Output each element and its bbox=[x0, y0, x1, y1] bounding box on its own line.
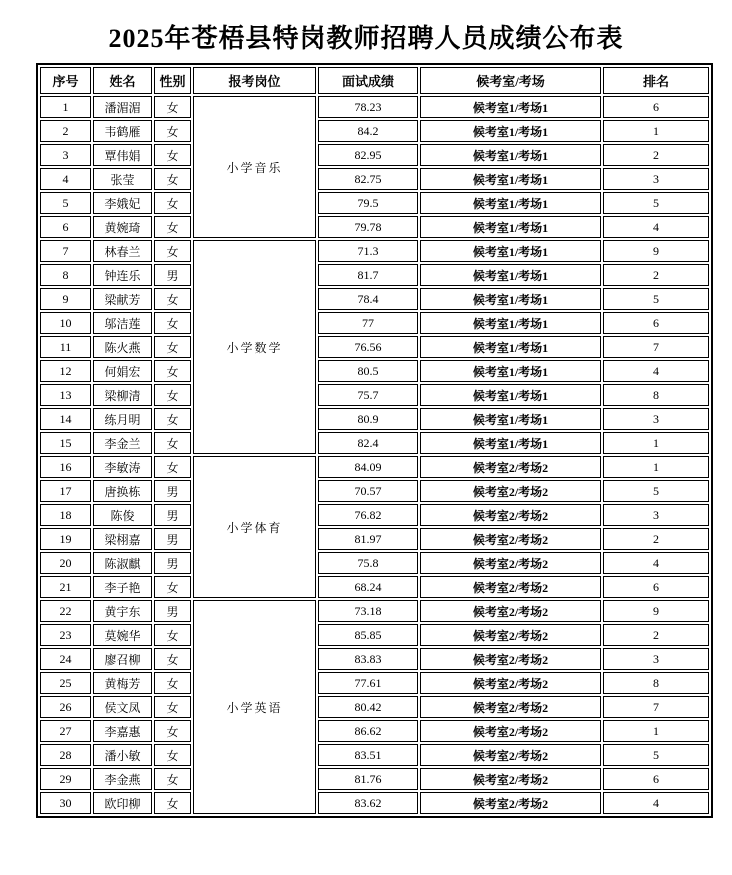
cell-gender: 女 bbox=[154, 312, 191, 334]
cell-no: 24 bbox=[40, 648, 91, 670]
cell-score: 86.62 bbox=[318, 720, 418, 742]
cell-rank: 3 bbox=[603, 504, 709, 526]
cell-rank: 9 bbox=[603, 600, 709, 622]
cell-rank: 4 bbox=[603, 216, 709, 238]
cell-gender: 女 bbox=[154, 456, 191, 478]
cell-no: 8 bbox=[40, 264, 91, 286]
cell-gender: 女 bbox=[154, 384, 191, 406]
cell-gender: 女 bbox=[154, 744, 191, 766]
col-header-gender: 性别 bbox=[154, 67, 191, 94]
cell-gender: 男 bbox=[154, 528, 191, 550]
cell-rank: 3 bbox=[603, 408, 709, 430]
cell-name: 陈淑麒 bbox=[93, 552, 152, 574]
cell-gender: 女 bbox=[154, 792, 191, 814]
table-row bbox=[40, 408, 709, 430]
cell-room: 候考室2/考场2 bbox=[420, 672, 601, 694]
table-row bbox=[40, 624, 709, 646]
cell-score: 80.5 bbox=[318, 360, 418, 382]
table-row bbox=[40, 672, 709, 694]
cell-no: 28 bbox=[40, 744, 91, 766]
cell-position: 小学数学 bbox=[193, 240, 316, 454]
col-header-no: 序号 bbox=[40, 67, 91, 94]
cell-room: 候考室2/考场2 bbox=[420, 600, 601, 622]
cell-rank: 5 bbox=[603, 288, 709, 310]
cell-score: 79.5 bbox=[318, 192, 418, 214]
cell-score: 82.4 bbox=[318, 432, 418, 454]
cell-rank: 3 bbox=[603, 168, 709, 190]
table-row bbox=[40, 576, 709, 598]
cell-room: 候考室2/考场2 bbox=[420, 504, 601, 526]
cell-rank: 1 bbox=[603, 720, 709, 742]
cell-name: 欧印柳 bbox=[93, 792, 152, 814]
cell-room: 候考室2/考场2 bbox=[420, 720, 601, 742]
cell-gender: 女 bbox=[154, 336, 191, 358]
cell-no: 7 bbox=[40, 240, 91, 262]
cell-score: 77 bbox=[318, 312, 418, 334]
cell-name: 何娟宏 bbox=[93, 360, 152, 382]
cell-rank: 6 bbox=[603, 576, 709, 598]
cell-score: 75.7 bbox=[318, 384, 418, 406]
cell-name: 陈火燕 bbox=[93, 336, 152, 358]
table-row bbox=[40, 240, 709, 262]
table-row bbox=[40, 432, 709, 454]
col-header-rank: 排名 bbox=[603, 67, 709, 94]
cell-room: 候考室2/考场2 bbox=[420, 552, 601, 574]
cell-no: 14 bbox=[40, 408, 91, 430]
cell-score: 82.95 bbox=[318, 144, 418, 166]
cell-no: 23 bbox=[40, 624, 91, 646]
cell-rank: 1 bbox=[603, 120, 709, 142]
cell-gender: 女 bbox=[154, 120, 191, 142]
cell-room: 候考室1/考场1 bbox=[420, 408, 601, 430]
page-title: 2025年苍梧县特岗教师招聘人员成绩公布表 bbox=[108, 24, 624, 53]
cell-no: 13 bbox=[40, 384, 91, 406]
cell-score: 73.18 bbox=[318, 600, 418, 622]
cell-no: 5 bbox=[40, 192, 91, 214]
cell-no: 10 bbox=[40, 312, 91, 334]
cell-score: 83.83 bbox=[318, 648, 418, 670]
cell-room: 候考室2/考场2 bbox=[420, 624, 601, 646]
cell-room: 候考室1/考场1 bbox=[420, 192, 601, 214]
cell-gender: 男 bbox=[154, 480, 191, 502]
table-row bbox=[40, 120, 709, 142]
cell-no: 22 bbox=[40, 600, 91, 622]
cell-score: 76.82 bbox=[318, 504, 418, 526]
table-row bbox=[40, 696, 709, 718]
cell-no: 6 bbox=[40, 216, 91, 238]
cell-gender: 女 bbox=[154, 96, 191, 118]
score-table bbox=[36, 63, 713, 818]
cell-room: 候考室2/考场2 bbox=[420, 768, 601, 790]
cell-room: 候考室1/考场1 bbox=[420, 288, 601, 310]
cell-gender: 女 bbox=[154, 192, 191, 214]
table-row bbox=[40, 384, 709, 406]
cell-rank: 4 bbox=[603, 360, 709, 382]
cell-gender: 女 bbox=[154, 624, 191, 646]
cell-gender: 男 bbox=[154, 552, 191, 574]
cell-position: 小学音乐 bbox=[193, 96, 316, 238]
cell-rank: 8 bbox=[603, 384, 709, 406]
cell-room: 候考室1/考场1 bbox=[420, 96, 601, 118]
cell-position: 小学体育 bbox=[193, 456, 316, 598]
cell-gender: 女 bbox=[154, 648, 191, 670]
cell-rank: 2 bbox=[603, 264, 709, 286]
col-header-score: 面试成绩 bbox=[318, 67, 418, 94]
table-row bbox=[40, 192, 709, 214]
cell-rank: 5 bbox=[603, 192, 709, 214]
cell-no: 3 bbox=[40, 144, 91, 166]
cell-no: 27 bbox=[40, 720, 91, 742]
cell-score: 81.97 bbox=[318, 528, 418, 550]
cell-rank: 2 bbox=[603, 528, 709, 550]
cell-no: 18 bbox=[40, 504, 91, 526]
cell-room: 候考室2/考场2 bbox=[420, 480, 601, 502]
cell-gender: 男 bbox=[154, 264, 191, 286]
cell-gender: 女 bbox=[154, 216, 191, 238]
cell-rank: 4 bbox=[603, 792, 709, 814]
cell-name: 唐换栋 bbox=[93, 480, 152, 502]
table-row bbox=[40, 168, 709, 190]
cell-name: 李金兰 bbox=[93, 432, 152, 454]
cell-name: 潘湄湄 bbox=[93, 96, 152, 118]
cell-score: 85.85 bbox=[318, 624, 418, 646]
table-row bbox=[40, 528, 709, 550]
cell-gender: 女 bbox=[154, 768, 191, 790]
cell-score: 68.24 bbox=[318, 576, 418, 598]
table-row bbox=[40, 216, 709, 238]
table-row bbox=[40, 96, 709, 118]
cell-room: 候考室1/考场1 bbox=[420, 240, 601, 262]
table-row bbox=[40, 648, 709, 670]
cell-gender: 女 bbox=[154, 288, 191, 310]
cell-position: 小学英语 bbox=[193, 600, 316, 814]
cell-name: 张莹 bbox=[93, 168, 152, 190]
cell-score: 81.76 bbox=[318, 768, 418, 790]
cell-gender: 男 bbox=[154, 504, 191, 526]
cell-score: 78.23 bbox=[318, 96, 418, 118]
cell-no: 29 bbox=[40, 768, 91, 790]
cell-room: 候考室2/考场2 bbox=[420, 648, 601, 670]
cell-room: 候考室1/考场1 bbox=[420, 312, 601, 334]
cell-no: 11 bbox=[40, 336, 91, 358]
cell-name: 梁柳清 bbox=[93, 384, 152, 406]
cell-score: 84.09 bbox=[318, 456, 418, 478]
table-row bbox=[40, 768, 709, 790]
col-header-position: 报考岗位 bbox=[193, 67, 316, 94]
cell-rank: 7 bbox=[603, 696, 709, 718]
cell-rank: 9 bbox=[603, 240, 709, 262]
cell-score: 75.8 bbox=[318, 552, 418, 574]
cell-room: 候考室1/考场1 bbox=[420, 120, 601, 142]
cell-rank: 5 bbox=[603, 744, 709, 766]
table-row bbox=[40, 360, 709, 382]
cell-rank: 6 bbox=[603, 96, 709, 118]
cell-gender: 男 bbox=[154, 600, 191, 622]
cell-room: 候考室1/考场1 bbox=[420, 168, 601, 190]
cell-gender: 女 bbox=[154, 672, 191, 694]
cell-score: 71.3 bbox=[318, 240, 418, 262]
cell-no: 12 bbox=[40, 360, 91, 382]
cell-no: 20 bbox=[40, 552, 91, 574]
table-row bbox=[40, 264, 709, 286]
cell-no: 17 bbox=[40, 480, 91, 502]
table-row bbox=[40, 792, 709, 814]
cell-rank: 1 bbox=[603, 456, 709, 478]
cell-no: 26 bbox=[40, 696, 91, 718]
cell-room: 候考室2/考场2 bbox=[420, 744, 601, 766]
cell-name: 侯文凤 bbox=[93, 696, 152, 718]
cell-score: 81.7 bbox=[318, 264, 418, 286]
cell-score: 83.62 bbox=[318, 792, 418, 814]
cell-name: 黄梅芳 bbox=[93, 672, 152, 694]
cell-score: 78.4 bbox=[318, 288, 418, 310]
table-row bbox=[40, 312, 709, 334]
cell-name: 覃伟娟 bbox=[93, 144, 152, 166]
cell-gender: 女 bbox=[154, 696, 191, 718]
table-row bbox=[40, 552, 709, 574]
cell-name: 李嘉惠 bbox=[93, 720, 152, 742]
cell-name: 钟连乐 bbox=[93, 264, 152, 286]
cell-rank: 1 bbox=[603, 432, 709, 454]
cell-name: 韦鹤雁 bbox=[93, 120, 152, 142]
cell-name: 莫婉华 bbox=[93, 624, 152, 646]
cell-score: 79.78 bbox=[318, 216, 418, 238]
cell-score: 84.2 bbox=[318, 120, 418, 142]
table-row bbox=[40, 600, 709, 622]
cell-name: 李敏涛 bbox=[93, 456, 152, 478]
col-header-name: 姓名 bbox=[93, 67, 152, 94]
cell-room: 候考室2/考场2 bbox=[420, 456, 601, 478]
cell-score: 83.51 bbox=[318, 744, 418, 766]
cell-name: 陈俊 bbox=[93, 504, 152, 526]
cell-room: 候考室1/考场1 bbox=[420, 216, 601, 238]
cell-name: 邬洁莲 bbox=[93, 312, 152, 334]
cell-room: 候考室1/考场1 bbox=[420, 264, 601, 286]
cell-rank: 5 bbox=[603, 480, 709, 502]
cell-name: 练月明 bbox=[93, 408, 152, 430]
cell-gender: 女 bbox=[154, 576, 191, 598]
cell-no: 9 bbox=[40, 288, 91, 310]
cell-no: 30 bbox=[40, 792, 91, 814]
cell-rank: 2 bbox=[603, 144, 709, 166]
cell-no: 19 bbox=[40, 528, 91, 550]
cell-no: 1 bbox=[40, 96, 91, 118]
cell-gender: 女 bbox=[154, 720, 191, 742]
cell-name: 李娥妃 bbox=[93, 192, 152, 214]
cell-score: 80.9 bbox=[318, 408, 418, 430]
cell-score: 82.75 bbox=[318, 168, 418, 190]
cell-name: 黄婉琦 bbox=[93, 216, 152, 238]
table-row bbox=[40, 744, 709, 766]
table-row bbox=[40, 480, 709, 502]
cell-no: 4 bbox=[40, 168, 91, 190]
cell-gender: 女 bbox=[154, 432, 191, 454]
cell-name: 林春兰 bbox=[93, 240, 152, 262]
cell-rank: 7 bbox=[603, 336, 709, 358]
cell-no: 16 bbox=[40, 456, 91, 478]
cell-rank: 3 bbox=[603, 648, 709, 670]
cell-score: 70.57 bbox=[318, 480, 418, 502]
cell-name: 潘小敏 bbox=[93, 744, 152, 766]
cell-rank: 6 bbox=[603, 312, 709, 334]
cell-gender: 女 bbox=[154, 240, 191, 262]
cell-room: 候考室1/考场1 bbox=[420, 360, 601, 382]
table-row bbox=[40, 144, 709, 166]
cell-gender: 女 bbox=[154, 168, 191, 190]
col-header-room: 候考室/考场 bbox=[420, 67, 601, 94]
table-row bbox=[40, 456, 709, 478]
table-row bbox=[40, 288, 709, 310]
cell-room: 候考室2/考场2 bbox=[420, 528, 601, 550]
table-body bbox=[40, 96, 709, 814]
cell-room: 候考室1/考场1 bbox=[420, 432, 601, 454]
table-row bbox=[40, 336, 709, 358]
cell-name: 廖召柳 bbox=[93, 648, 152, 670]
cell-rank: 2 bbox=[603, 624, 709, 646]
cell-score: 77.61 bbox=[318, 672, 418, 694]
cell-name: 梁栩嘉 bbox=[93, 528, 152, 550]
cell-room: 候考室2/考场2 bbox=[420, 696, 601, 718]
cell-score: 76.56 bbox=[318, 336, 418, 358]
cell-name: 李金燕 bbox=[93, 768, 152, 790]
cell-no: 2 bbox=[40, 120, 91, 142]
cell-score: 80.42 bbox=[318, 696, 418, 718]
cell-room: 候考室1/考场1 bbox=[420, 336, 601, 358]
cell-name: 梁献芳 bbox=[93, 288, 152, 310]
cell-room: 候考室1/考场1 bbox=[420, 384, 601, 406]
cell-gender: 女 bbox=[154, 360, 191, 382]
cell-room: 候考室2/考场2 bbox=[420, 576, 601, 598]
cell-gender: 女 bbox=[154, 408, 191, 430]
cell-rank: 4 bbox=[603, 552, 709, 574]
cell-gender: 女 bbox=[154, 144, 191, 166]
cell-name: 李子艳 bbox=[93, 576, 152, 598]
cell-rank: 8 bbox=[603, 672, 709, 694]
table-row bbox=[40, 504, 709, 526]
cell-no: 21 bbox=[40, 576, 91, 598]
cell-no: 25 bbox=[40, 672, 91, 694]
cell-name: 黄宇东 bbox=[93, 600, 152, 622]
cell-rank: 6 bbox=[603, 768, 709, 790]
cell-room: 候考室2/考场2 bbox=[420, 792, 601, 814]
table-header-row bbox=[40, 67, 709, 94]
table-row bbox=[40, 720, 709, 742]
cell-no: 15 bbox=[40, 432, 91, 454]
cell-room: 候考室1/考场1 bbox=[420, 144, 601, 166]
